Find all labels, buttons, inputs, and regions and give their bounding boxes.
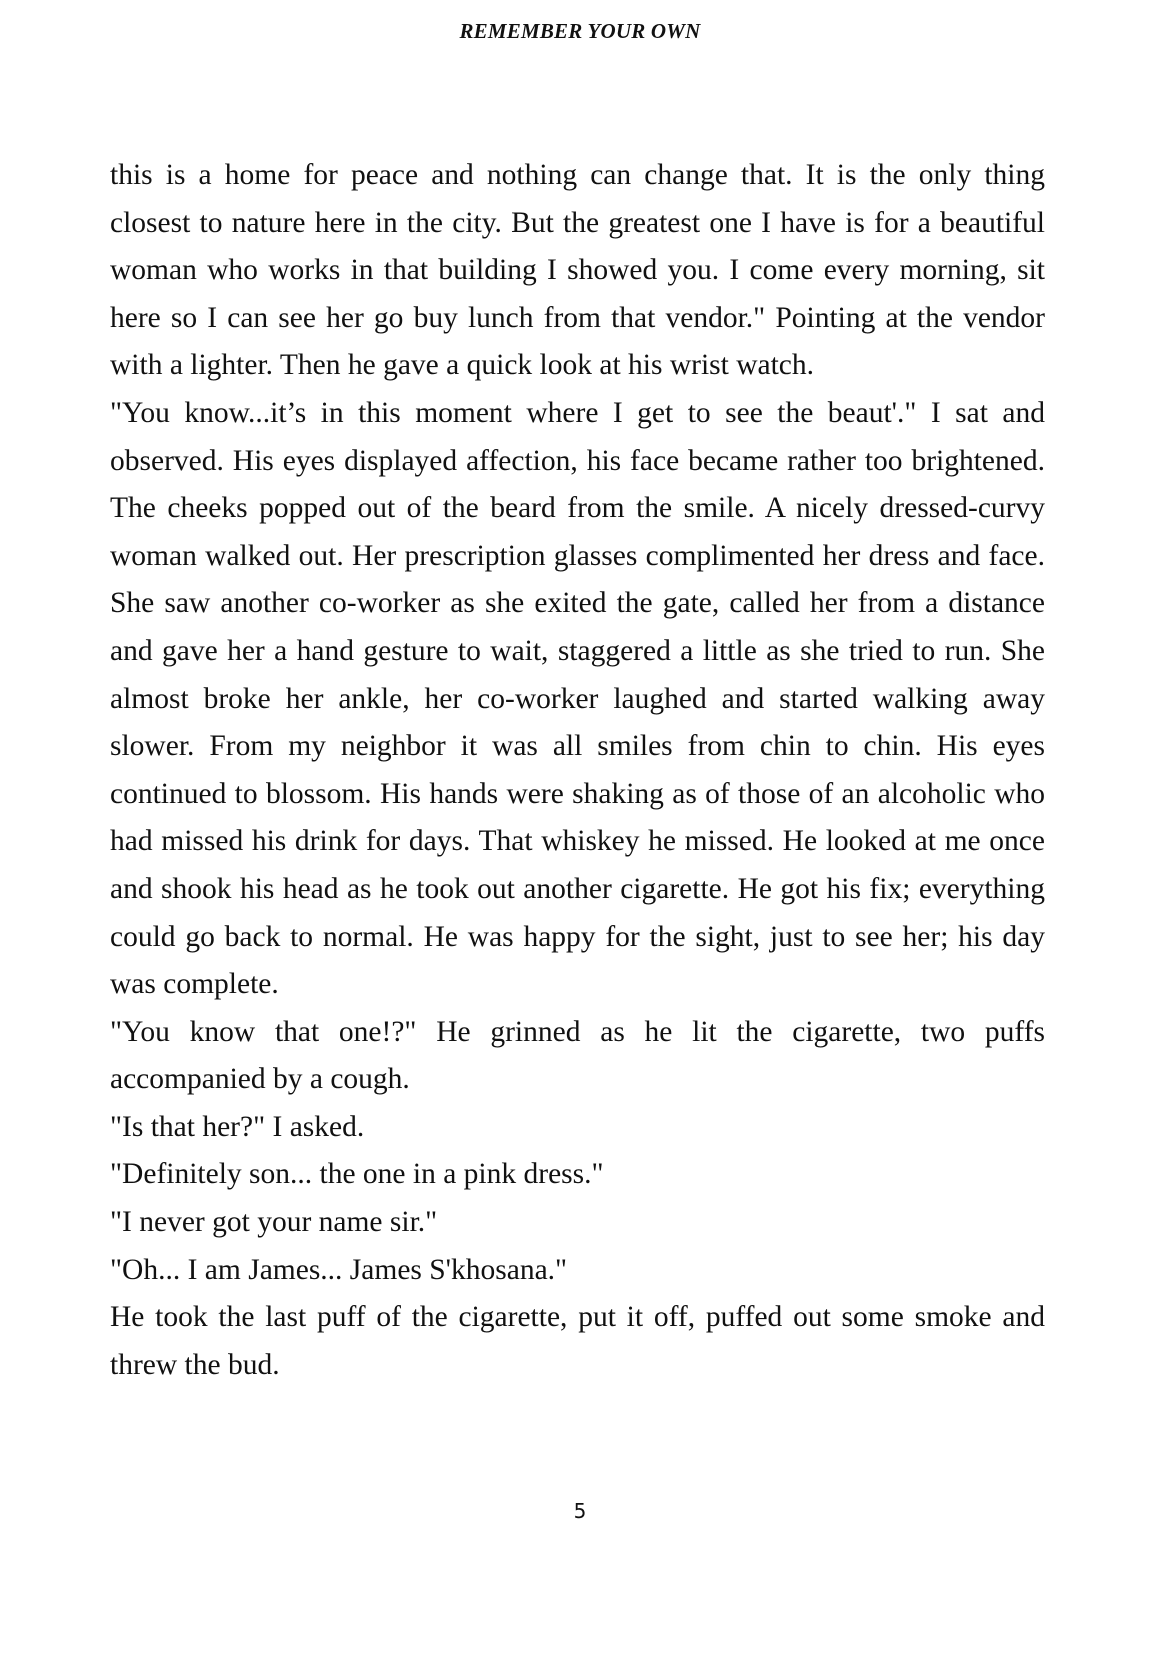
paragraph: "You know that one!?" He grinned as he lit the cigarette, two puffs accompanied by a cough. (110, 1015, 1045, 1096)
paragraph: He took the last puff of the cigarette, put it off, puffed out some smoke and threw the bud. (110, 1301, 1045, 1381)
body-text (110, 152, 1045, 1389)
paragraph: "Is that her?" I asked. (110, 1110, 365, 1143)
page-number: 5 (573, 1499, 587, 1523)
running-header: REMEMBER YOUR OWN (459, 19, 701, 43)
paragraph: "I never got your name sir." (110, 1206, 438, 1239)
paragraph: "Oh... I am James... James S'khosana." (110, 1253, 568, 1286)
paragraph: "You know...it’s in this moment where I get to see the beaut'." I sat and observed. His eyes displayed affection, his face became rather too brightened. The cheeks popped out of the beard from the smile. A nicely dressed-curvy woman walked out. Her prescription glasses complimented her dress and face. She saw another co-worker as she exited the gate, called her from a distance and gave her a hand gesture to wait, staggered a little as she tried to run. She almost broke her ankle, her co-worker laughed and started walking away slower. From my neighbor it was all smiles from chin to chin. His eyes continued to blossom. His hands were shaking as of those of an alcoholic who had missed his drink for days. That whiskey he missed. He looked at me once and shook his head as he took out another cigarette. He got his fix; everything could go back to normal. He was happy for the sight, just to see her; his day was complete. (110, 396, 1045, 1001)
paragraph: this is a home for peace and nothing can change that. It is the only thing closest to nature here in the city. But the greatest one I have is for a beautiful woman who works in that building I showed you. I come every morning, sit here so I can see her go buy lunch from that vendor." Pointing at the vendor with a lighter. Then he gave a quick look at his wrist watch. (110, 159, 1045, 382)
paragraph: "Definitely son... the one in a pink dress." (110, 1158, 604, 1191)
